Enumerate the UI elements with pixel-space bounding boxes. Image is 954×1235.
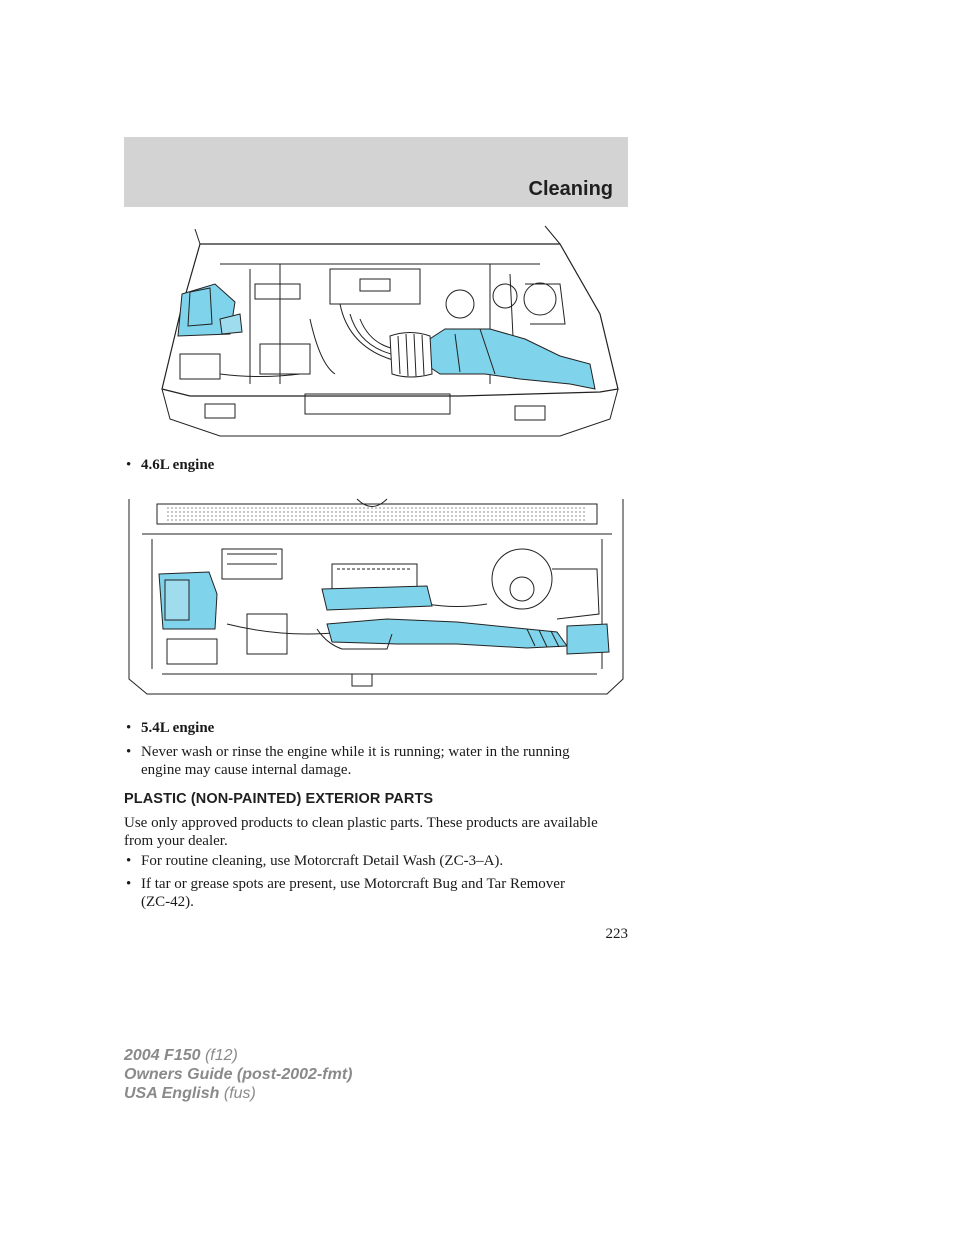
section-title: Cleaning [528, 178, 613, 200]
engine-54-illustration [127, 494, 625, 702]
caption-54-text: 5.4L engine [141, 720, 215, 736]
footer-model-code: (f12) [200, 1047, 238, 1064]
footer-language-code: (fus) [219, 1085, 256, 1102]
list-item-text: If tar or grease spots are present, use Motorcraft Bug and Tar Remover (ZC-42). [141, 876, 565, 910]
engine-46-illustration [160, 224, 620, 442]
warning-text: Never wash or rinse the engine while it is running; water in the running engine may cause internal damage. [141, 744, 570, 778]
footer-line-2 [124, 1065, 352, 1084]
caption-46-text: 4.6L engine [141, 457, 215, 473]
section-heading: PLASTIC (NON-PAINTED) EXTERIOR PARTS [124, 791, 434, 807]
bullet-glyph: • [126, 744, 132, 760]
bullet-glyph: • [126, 457, 132, 473]
caption-54-engine [124, 719, 631, 737]
header-band [124, 137, 628, 207]
page-number: 223 [605, 926, 628, 942]
bullet-glyph: • [126, 720, 132, 736]
intro-paragraph: Use only approved products to clean plastic parts. These products are available from your dealer. [124, 815, 598, 849]
caption-46-engine [124, 456, 631, 474]
warning-bullet [124, 743, 611, 779]
footer-model: 2004 F150 [124, 1047, 201, 1064]
list-item-text: For routine cleaning, use Motorcraft Detail Wash (ZC-3–A). [141, 853, 504, 869]
footer-language: USA English [124, 1085, 220, 1102]
footer [124, 1046, 352, 1103]
footer-line-1 [124, 1046, 352, 1065]
list-item [124, 875, 591, 911]
bullet-glyph: • [126, 876, 132, 892]
footer-line-3 [124, 1084, 352, 1103]
bullet-glyph: • [126, 853, 132, 869]
list-item [124, 852, 631, 870]
footer-guide: Owners Guide (post-2002-fmt) [124, 1066, 353, 1083]
